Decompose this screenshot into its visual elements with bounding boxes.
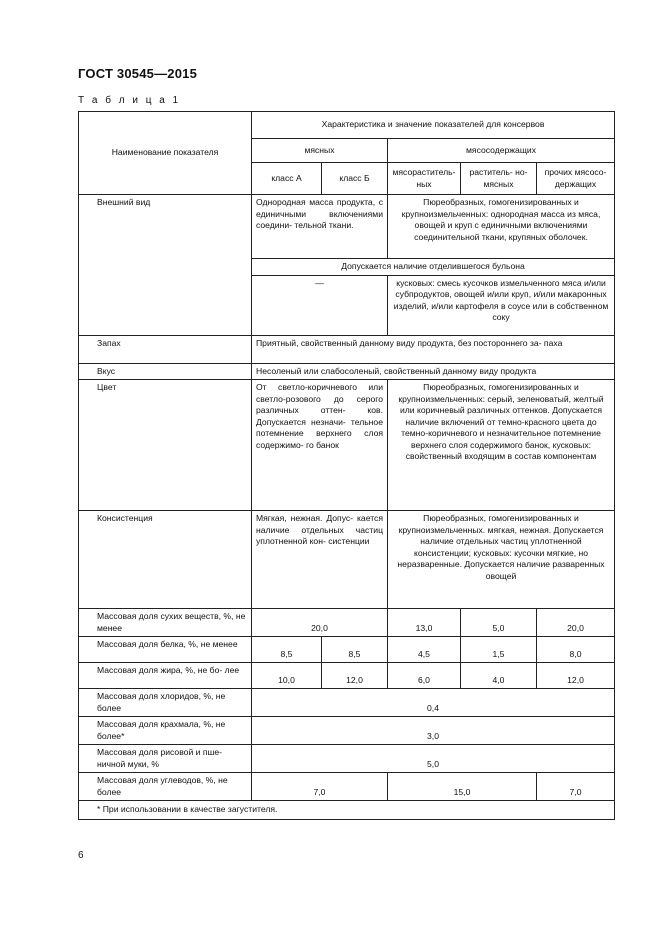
fat-v1: 6,0 bbox=[388, 663, 461, 689]
col-header-name: Наименование показателя bbox=[79, 112, 252, 195]
dry-v1: 13,0 bbox=[388, 609, 461, 637]
col-header-sub2: раститель- но-мясных bbox=[461, 163, 537, 195]
row-consistency-name: Консистенция bbox=[79, 511, 252, 609]
table-footnote: * При использовании в качестве загустителя. bbox=[79, 801, 615, 820]
table-caption: Т а б л и ц а 1 bbox=[78, 95, 181, 106]
protein-v3: 8,0 bbox=[537, 637, 615, 663]
appearance-meat-chunk: — bbox=[252, 275, 388, 335]
col-header-sub3: прочих мясосо- держащих bbox=[537, 163, 615, 195]
row-protein-name: Массовая доля белка, %, не менее bbox=[79, 637, 252, 663]
protein-b: 8,5 bbox=[322, 637, 388, 663]
row-flour-name: Массовая доля рисовой и пше- ничной муки, % bbox=[79, 745, 252, 773]
taste-value: Несоленый или слабосоленый, свойственный данному виду продукта bbox=[252, 363, 615, 380]
col-header-sub1: мясораститель- ных bbox=[388, 163, 461, 195]
dry-v3: 20,0 bbox=[537, 609, 615, 637]
row-smell-name: Запах bbox=[79, 335, 252, 363]
col-header-class-b: класс Б bbox=[322, 163, 388, 195]
smell-value: Приятный, свойственный данному виду продукта, без постороннего за- паха bbox=[252, 335, 615, 363]
standard-title: ГОСТ 30545—2015 bbox=[78, 66, 197, 81]
fat-v2: 4,0 bbox=[461, 663, 537, 689]
consistency-meat: Мягкая, нежная. Допус- кается наличие отдельных частиц уплотненной кон- систенции bbox=[252, 511, 388, 609]
appearance-meat: Однородная масса продукта, с единичными включениями соедини- тельной ткани. bbox=[252, 195, 388, 259]
row-fat-name: Массовая доля жира, %, не бо- лее bbox=[79, 663, 252, 689]
dry-meat: 20,0 bbox=[252, 609, 388, 637]
carbs-mid: 15,0 bbox=[388, 773, 537, 801]
appearance-common: Допускается наличие отделившегося бульона bbox=[252, 259, 615, 276]
protein-a: 8,5 bbox=[252, 637, 322, 663]
row-starch-name: Массовая доля крахмала, %, не более* bbox=[79, 717, 252, 745]
starch-value: 3,0 bbox=[252, 717, 615, 745]
carbs-v3: 7,0 bbox=[537, 773, 615, 801]
row-taste-name: Вкус bbox=[79, 363, 252, 380]
row-color-name: Цвет bbox=[79, 380, 252, 511]
row-appearance-name: Внешний вид bbox=[79, 195, 252, 336]
appearance-meatcont-chunk: кусковых: смесь кусочков измельченного мяса и/или субпродуктов, овощей и/или круп, и/или макаронных изделий, и/или картофеля в соусе или в собственном соку bbox=[388, 275, 615, 335]
col-header-meat: мясных bbox=[252, 139, 388, 163]
flour-value: 5,0 bbox=[252, 745, 615, 773]
dry-v2: 5,0 bbox=[461, 609, 537, 637]
protein-v2: 1,5 bbox=[461, 637, 537, 663]
chloride-value: 0,4 bbox=[252, 689, 615, 717]
color-meat: От светло-коричневого или светло-розового до серого различных оттен- ков. Допускается незначи- тельное потемнение верхнего слоя содержимо- го банок bbox=[252, 380, 388, 511]
color-meatcont: Пюреобразных, гомогенизированных и крупноизмельченных: серый, зеленоватый, желтый или коричневый различных оттенков. Допускается наличие включений от темно-красного цвета до темно-коричневого и незначительное потемнение верхнего слоя содержимого банок, кусковых: свойственный входящим в состав компонентам bbox=[388, 380, 615, 511]
consistency-meatcont: Пюреобразных, гомогенизированных и крупноизмельченных. мягкая, нежная. Допускается наличие отдельных частиц уплотненной консистенции; кусковых: кусочки мягкие, но неразваренные. Допускается наличие разваренных овощей bbox=[388, 511, 615, 609]
col-header-meatcontaining: мясосодержащих bbox=[388, 139, 615, 163]
row-dry-name: Массовая доля сухих веществ, %, не менее bbox=[79, 609, 252, 637]
protein-v1: 4,5 bbox=[388, 637, 461, 663]
row-chloride-name: Массовая доля хлоридов, %, не более bbox=[79, 689, 252, 717]
appearance-meatcont: Пюреобразных, гомогенизированных и крупноизмельченных: однородная масса из мяса, овощей и круп с единичными включениями соединительной ткани, крупяных оболочек. bbox=[388, 195, 615, 259]
fat-b: 12,0 bbox=[322, 663, 388, 689]
col-header-group: Характеристика и значение показателей для консервов bbox=[252, 112, 615, 139]
fat-v3: 12,0 bbox=[537, 663, 615, 689]
carbs-meat: 7,0 bbox=[252, 773, 388, 801]
indicators-table bbox=[78, 111, 615, 820]
col-header-class-a: класс А bbox=[252, 163, 322, 195]
row-carbs-name: Массовая доля углеводов, %, не более bbox=[79, 773, 252, 801]
page-number: 6 bbox=[78, 850, 84, 861]
fat-a: 10,0 bbox=[252, 663, 322, 689]
